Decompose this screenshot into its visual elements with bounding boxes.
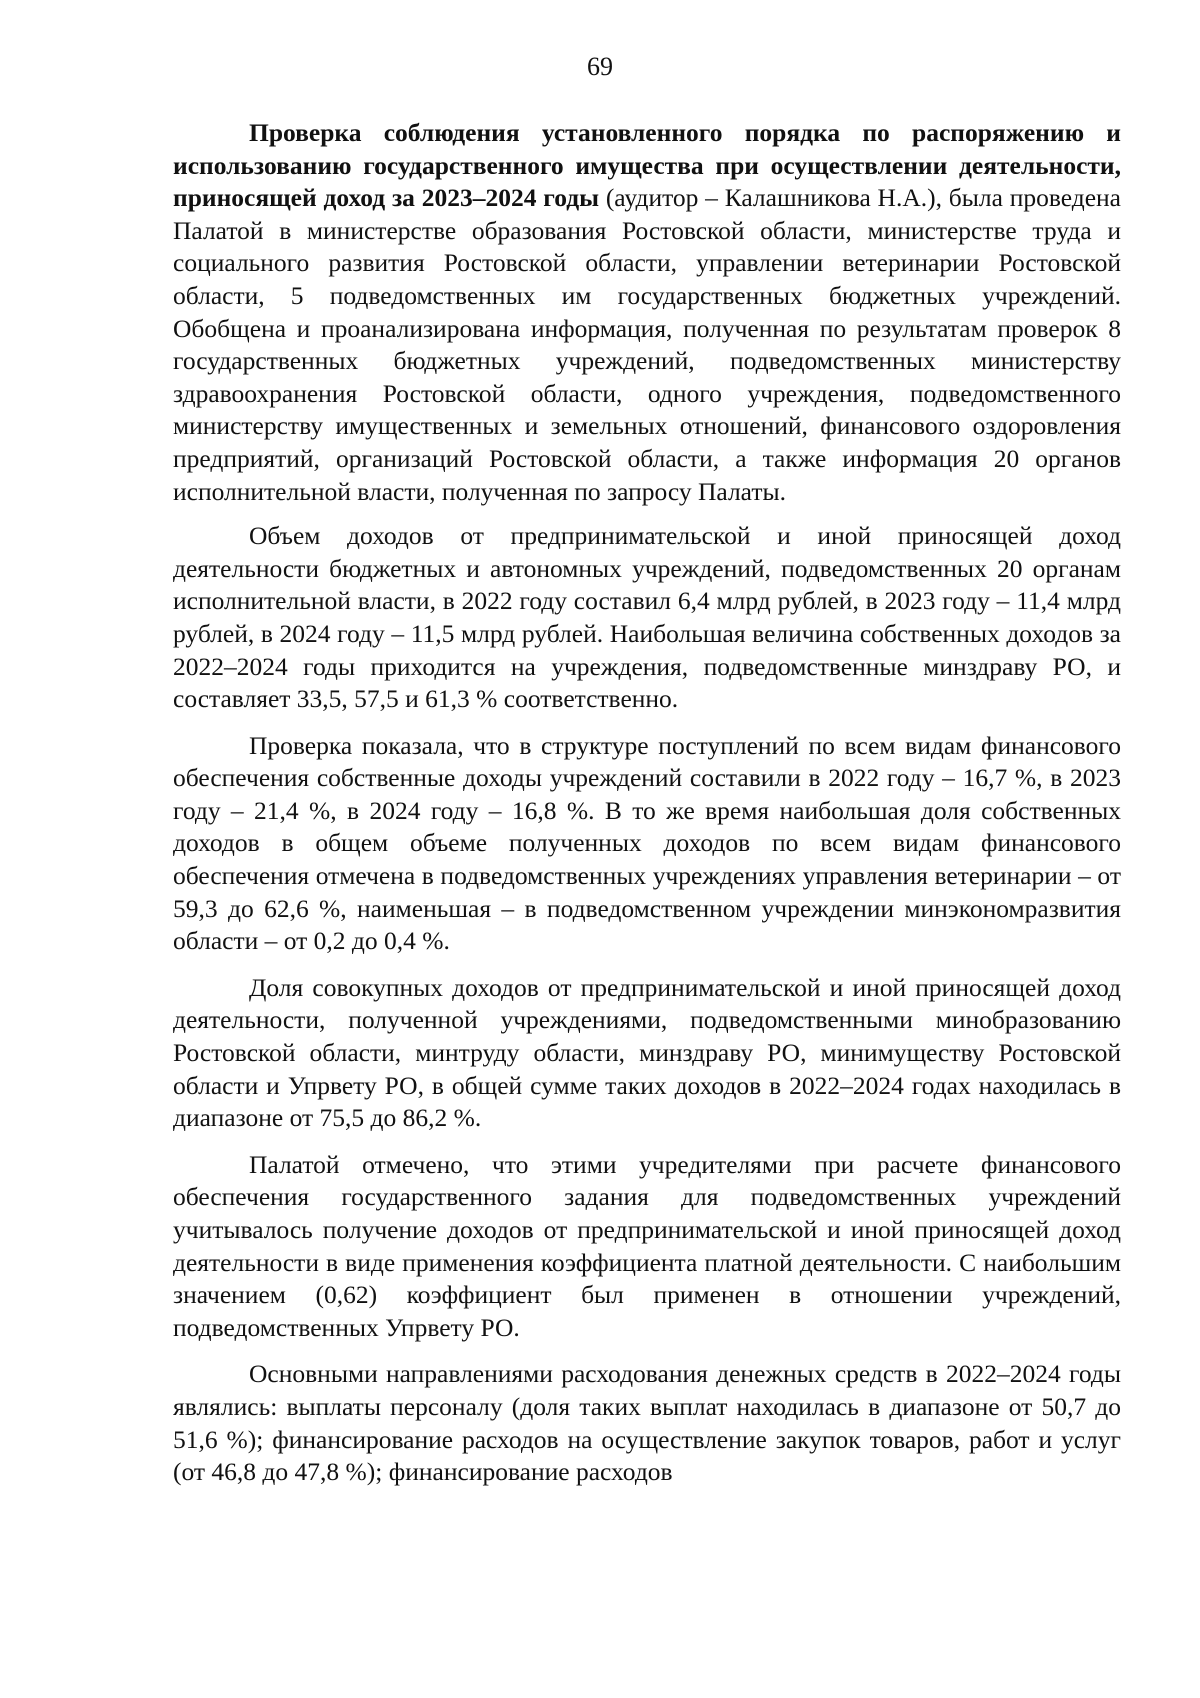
- paragraph-audit-intro: [173, 117, 1121, 508]
- page-number: 69: [587, 52, 613, 81]
- paragraph-intro-text: (аудитор – Калашникова Н.А.), была проведена Палатой в министерстве образования Ростовской области, министерстве труда и социального развития Ростовской области, управлении ветеринарии Ростовской области, 5 подведомственных им государственных бюджетных учреждений. Обобщена и проанализирована информация, полученная по результатам проверок 8 государственных бюджетных учреждений, подведомственных министерству здравоохранения Ростовской области, одного учреждения, подведомственного министерству имущественных и земельных отношений, финансового оздоровления предприятий, организаций Ростовской области, а также информация 20 органов исполнительной власти, полученная по запросу Палаты.: [173, 183, 1122, 506]
- paragraph-income-share: Доля совокупных доходов от предпринимательской и иной приносящей доход деятельности, полученной учреждениями, подведомственными минобразованию Ростовской области, минтруду области, минздраву РО, минимуществу Ростовской области и Упрвету РО, в общей сумме таких доходов в 2022–2024 годах находилась в диапазоне от 75,5 до 86,2 %.: [173, 972, 1121, 1133]
- paragraph-bold-heading: Проверка соблюдения установленного порядка по распоряжению и использованию государственного имущества при осуществлении деятельности, приносящей доход за 2023–2024 годы: [173, 118, 1121, 213]
- paragraph-income-volume: Объем доходов от предпринимательской и иной приносящей доход деятельности бюджетных и автономных учреждений, подведомственных 20 органам исполнительной власти, в 2022 году составил 6,4 млрд рублей, в 2023 году – 11,4 млрд рублей, в 2024 году – 11,5 млрд рублей. Наибольшая величина собственных доходов за 2022–2024 годы приходится на учреждения, подведомственные минздраву РО, и составляет 33,5, 57,5 и 61,3 % соответственно.: [173, 521, 1121, 714]
- paragraph-coefficient: Палатой отмечено, что этими учредителями при расчете финансового обеспечения государственного задания для подведомственных учреждений учитывалось получение доходов от предпринимательской и иной приносящей доход деятельности в виде применения коэффициента платной деятельности. С наибольшим значением (0,62) коэффициент был применен в отношении учреждений, подведомственных Упрвету РО.: [173, 1149, 1121, 1342]
- body-text: [173, 117, 1121, 1503]
- paragraph-expenditures: Основными направлениями расходования денежных средств в 2022–2024 годы являлись: выплаты персоналу (доля таких выплат находилась в диапазоне от 50,7 до 51,6 %); финансирование расходов на осуществление закупок товаров, работ и услуг (от 46,8 до 47,8 %); финансирование расходов: [173, 1359, 1121, 1487]
- paragraph-income-structure: Проверка показала, что в структуре поступлений по всем видам финансового обеспечения собственные доходы учреждений составили в 2022 году – 16,7 %, в 2023 году – 21,4 %, в 2024 году – 16,8 %. В то же время наибольшая доля собственных доходов в общем объеме полученных доходов по всем видам финансового обеспечения отмечена в подведомственных учреждениях управления ветеринарии – от 59,3 до 62,6 %, наименьшая – в подведомственном учреждении минэкономразвития области – от 0,2 до 0,4 %.: [173, 730, 1121, 956]
